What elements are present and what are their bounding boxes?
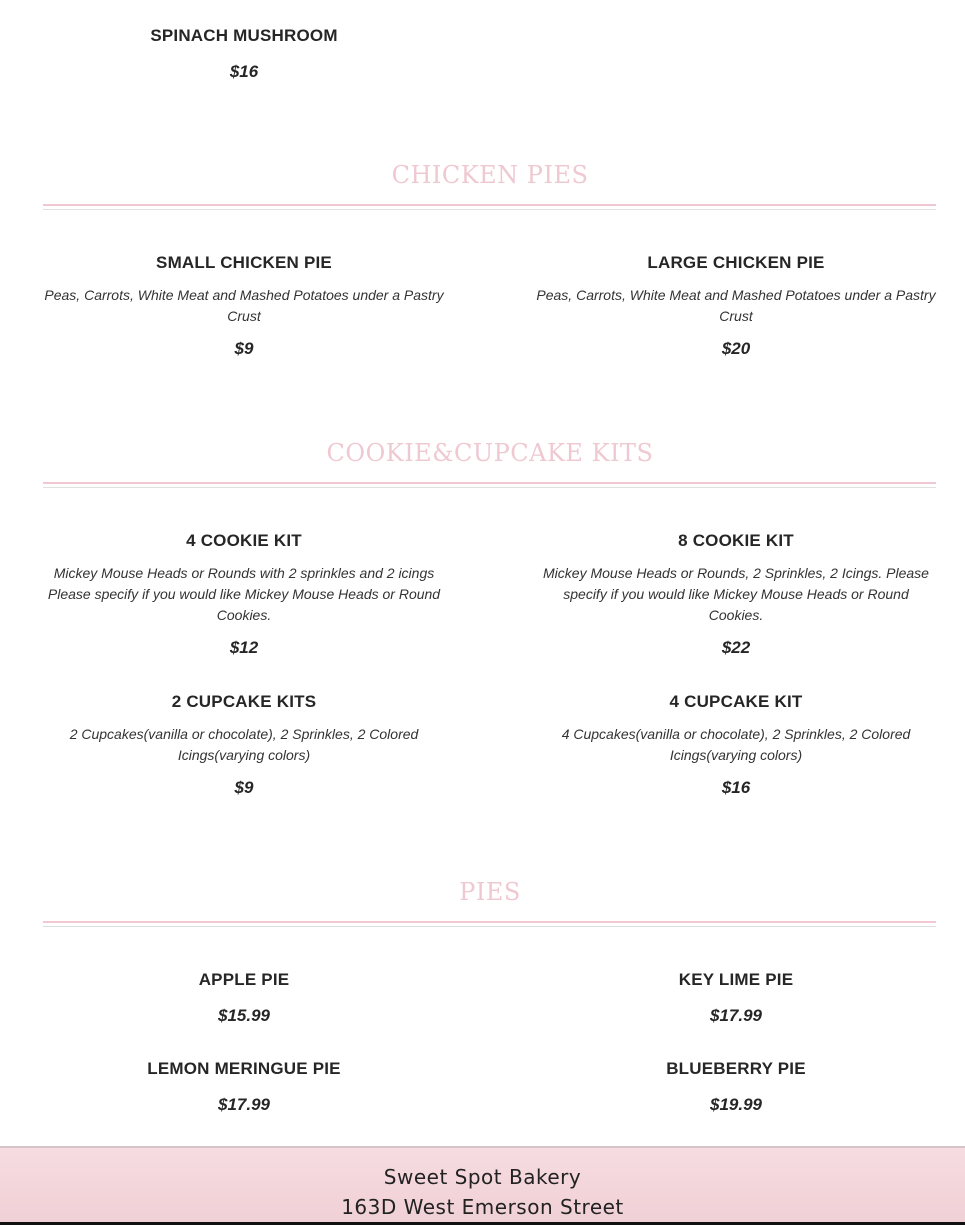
item-price: $17.99 [218, 1095, 270, 1114]
item-price: $16 [229, 62, 259, 81]
item-price: $20 [721, 339, 751, 358]
item-price: $9 [234, 778, 254, 797]
section-divider [43, 921, 936, 927]
item-name: APPLE PIE [198, 970, 290, 989]
item-description: Mickey Mouse Heads or Rounds, 2 Sprinkles, 2 Icings. Please specify if you would like Mickey Mouse Heads or Round Cookies. [543, 565, 929, 623]
menu-item-small-chicken-pie [34, 252, 454, 360]
item-description: Mickey Mouse Heads or Rounds with 2 sprinkles and 2 icings Please specify if you would like Mickey Mouse Heads or Round Cookies. [47, 565, 441, 623]
menu-item-large-chicken-pie [526, 252, 946, 360]
item-price: $12 [229, 638, 259, 657]
item-description: 2 Cupcakes(vanilla or chocolate), 2 Sprinkles, 2 Colored Icings(varying colors) [69, 726, 419, 763]
menu-item-4-cupcake-kit [526, 691, 946, 799]
menu-item-key-lime-pie [526, 969, 946, 1027]
item-name: LARGE CHICKEN PIE [647, 253, 825, 272]
item-name: SPINACH MUSHROOM [150, 26, 338, 45]
item-name: 4 CUPCAKE KIT [669, 692, 803, 711]
menu-item-2-cupcake-kits [34, 691, 454, 799]
footer-business-name: Sweet Spot Bakery [383, 1165, 582, 1189]
item-name: 8 COOKIE KIT [678, 531, 794, 550]
item-description: 4 Cupcakes(vanilla or chocolate), 2 Sprinkles, 2 Colored Icings(varying colors) [561, 726, 911, 763]
item-price: $15.99 [218, 1006, 270, 1025]
item-description: Peas, Carrots, White Meat and Mashed Potatoes under a Pastry Crust [44, 287, 444, 324]
footer-address: 163D West Emerson Street [341, 1195, 624, 1219]
menu-item-blueberry-pie [526, 1058, 946, 1116]
item-description: Peas, Carrots, White Meat and Mashed Potatoes under a Pastry Crust [536, 287, 936, 324]
item-price: $16 [721, 778, 751, 797]
footer [0, 1146, 965, 1225]
menu-item-lemon-meringue-pie [34, 1058, 454, 1116]
item-price: $9 [234, 339, 254, 358]
section-divider [43, 204, 936, 210]
item-name: BLUEBERRY PIE [666, 1059, 806, 1078]
item-name: SMALL CHICKEN PIE [156, 253, 332, 272]
item-name: LEMON MERINGUE PIE [147, 1059, 341, 1078]
menu-item-apple-pie [34, 969, 454, 1027]
item-price: $19.99 [710, 1095, 762, 1114]
menu-item-spinach-mushroom [34, 25, 454, 83]
section-divider [43, 482, 936, 488]
item-name: 2 CUPCAKE KITS [171, 692, 317, 711]
item-name: KEY LIME PIE [678, 970, 794, 989]
item-name: 4 COOKIE KIT [186, 531, 302, 550]
menu-item-8-cookie-kit [535, 530, 937, 659]
section-title-pies: PIES [459, 878, 521, 906]
item-price: $22 [721, 638, 751, 657]
section-title-cookie-cupcake-kits: COOKIE&CUPCAKE KITS [326, 439, 654, 467]
menu-item-4-cookie-kit [43, 530, 445, 659]
section-title-chicken-pies: CHICKEN PIES [391, 161, 589, 189]
item-price: $17.99 [710, 1006, 762, 1025]
